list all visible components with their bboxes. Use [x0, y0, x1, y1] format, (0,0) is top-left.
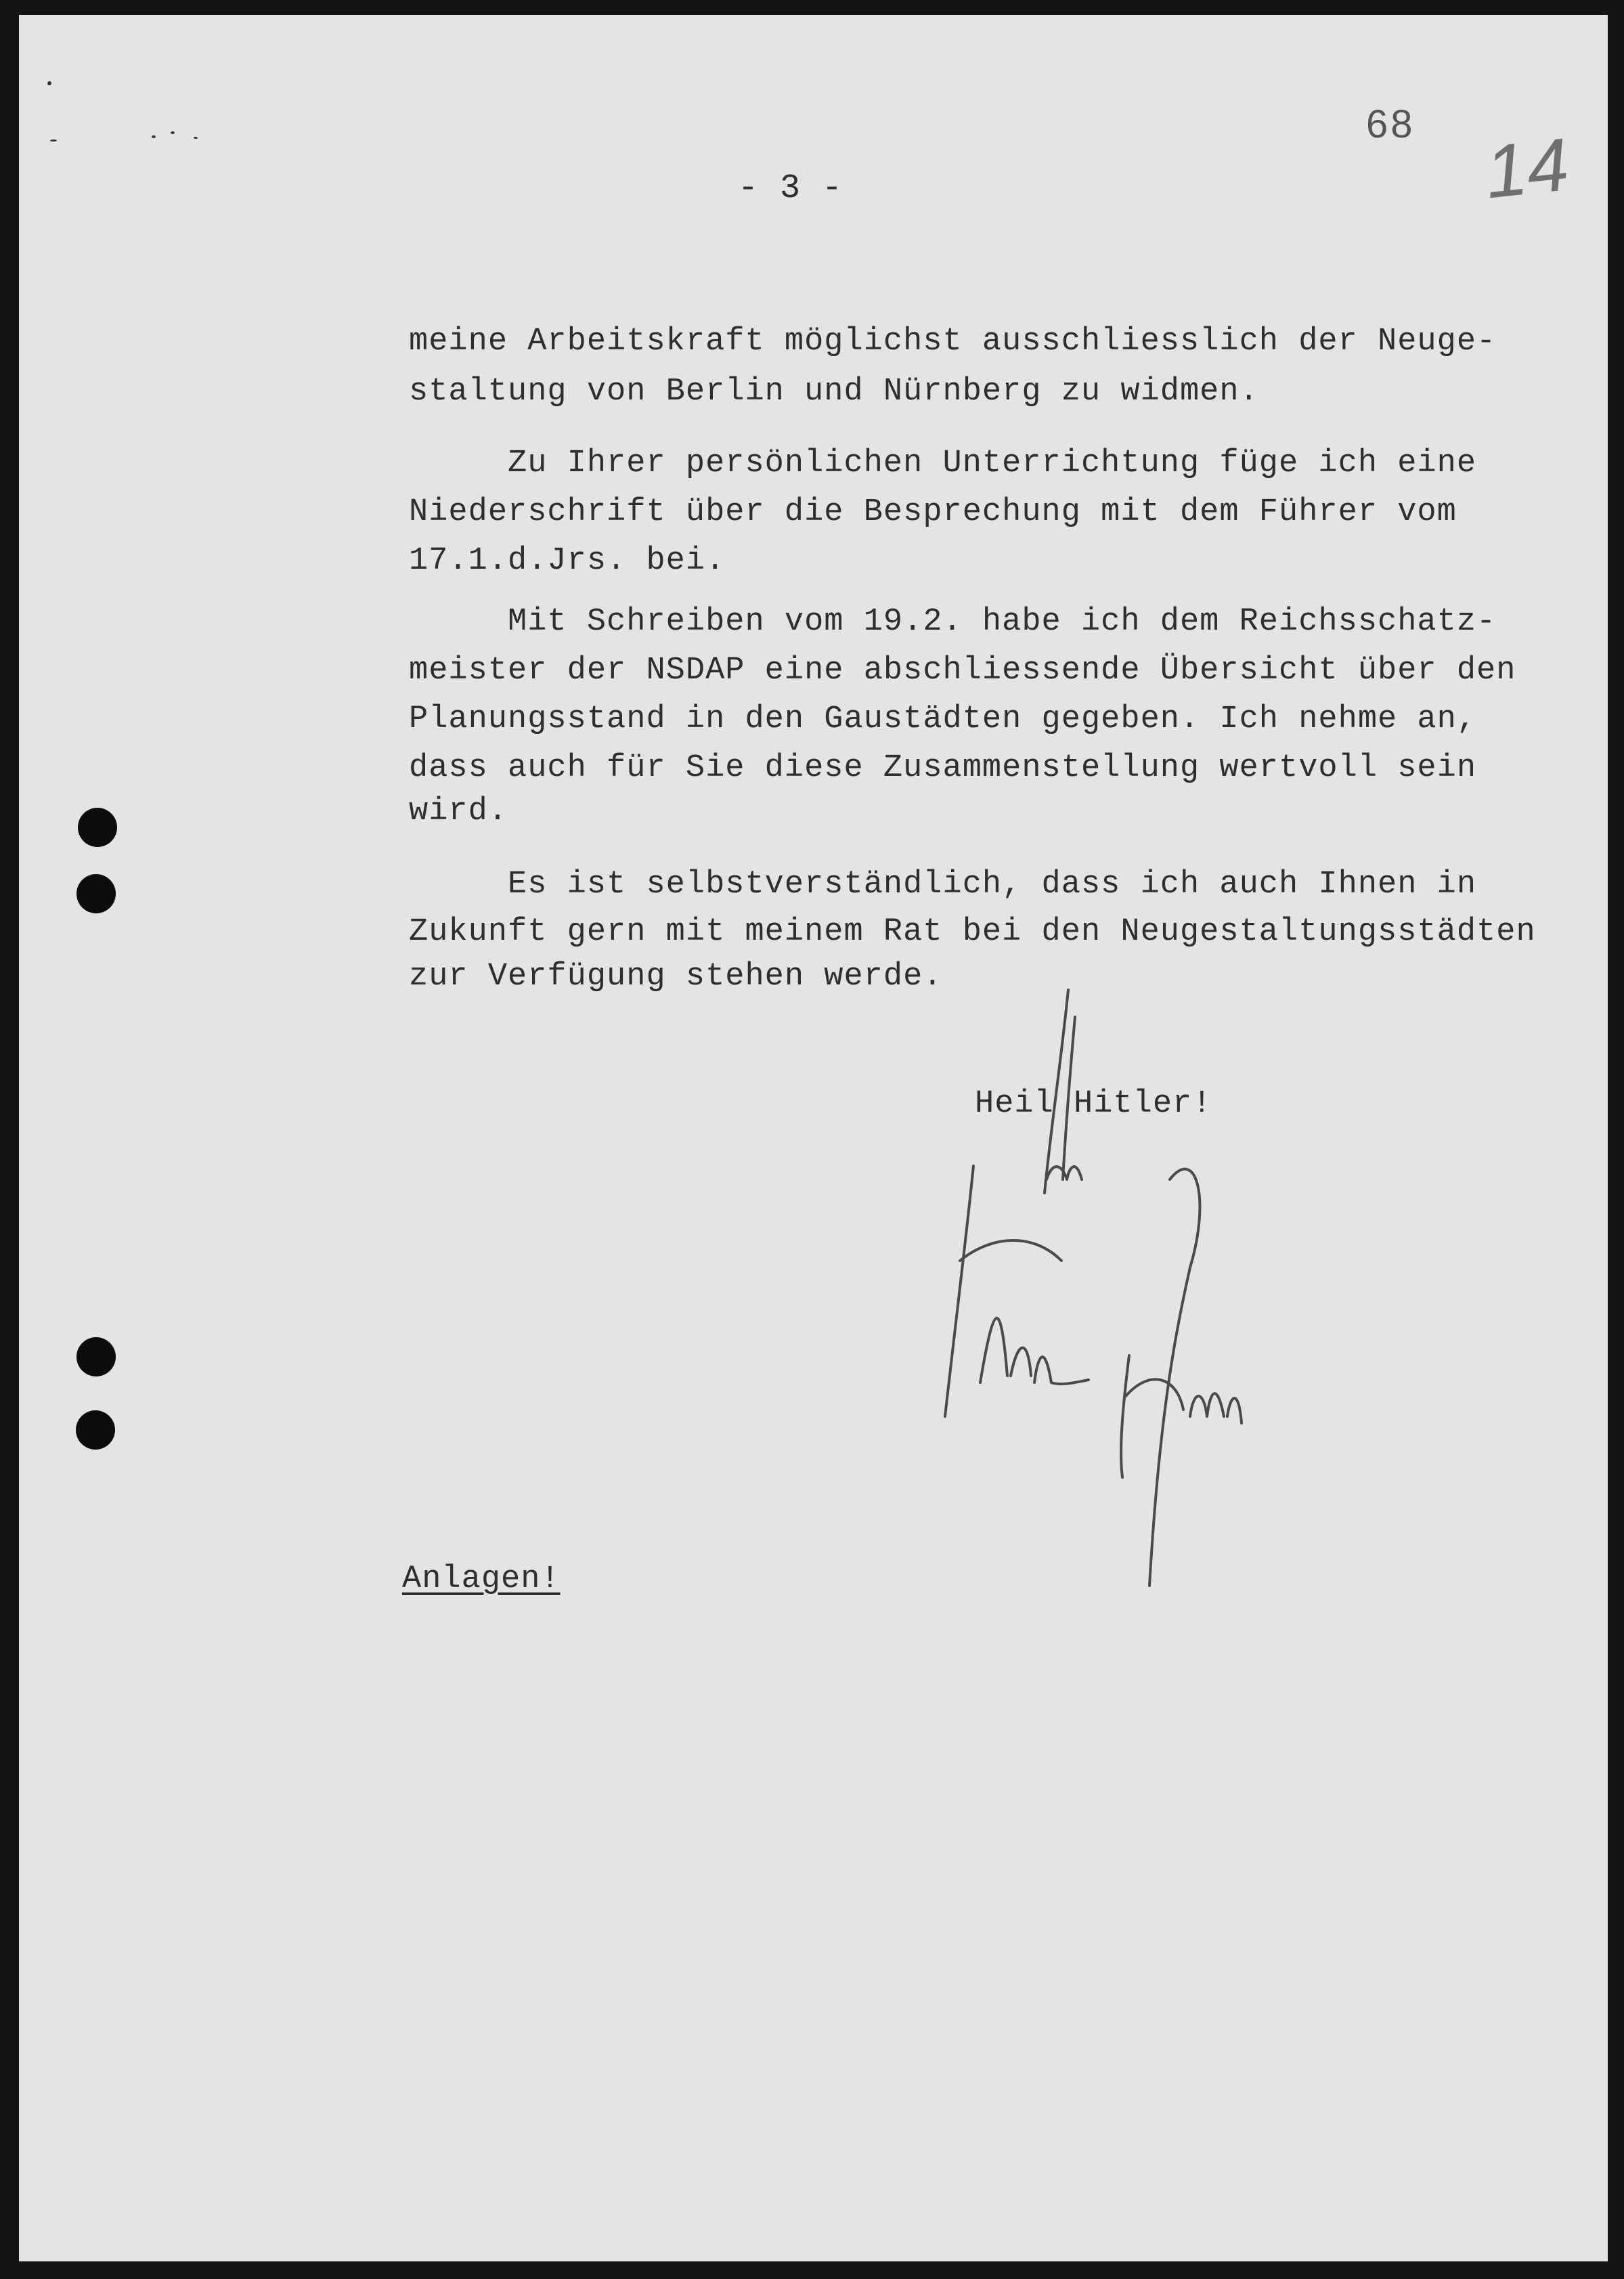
body-line: Mit Schreiben vom 19.2. habe ich dem Reichsschatz- — [409, 604, 1497, 640]
body-line: Zu Ihrer persönlichen Unterrichtung füge ich eine — [409, 446, 1477, 481]
ink-speck — [171, 131, 175, 134]
body-line: dass auch für Sie diese Zusammenstellung wertvoll sein — [409, 750, 1477, 786]
body-line: wird. — [409, 794, 508, 829]
handwritten-signature — [892, 976, 1244, 1599]
body-line: Zukunft gern mit meinem Rat bei den Neugestaltungsstädten — [409, 914, 1536, 950]
body-line: Planungsstand in den Gaustädten gegeben. Ich nehme an, — [409, 701, 1477, 737]
punch-hole — [78, 808, 117, 847]
body-line: meister der NSDAP eine abschliessende Übersicht über den — [409, 653, 1516, 689]
punch-hole — [76, 1410, 115, 1450]
archive-page-number: 68 — [1366, 102, 1415, 146]
page-number: - 3 - — [738, 169, 843, 208]
body-line: 17.1.d.Jrs. bei. — [409, 543, 726, 579]
ink-speck — [194, 137, 198, 139]
handwritten-folio-number: 14 — [1481, 123, 1573, 215]
body-line: Niederschrift über die Besprechung mit dem Führer vom — [409, 494, 1457, 530]
body-line: Es ist selbstverständlich, dass ich auch Ihnen in — [409, 867, 1477, 903]
ink-speck — [152, 135, 156, 138]
ink-speck — [47, 81, 51, 85]
ink-speck — [50, 139, 57, 142]
closing-salutation: Heil Hitler! — [975, 1086, 1212, 1122]
document-page — [19, 15, 1608, 2261]
body-line: meine Arbeitskraft möglichst ausschliesslich der Neuge- — [409, 324, 1497, 360]
body-line: staltung von Berlin und Nürnberg zu widmen. — [409, 374, 1259, 410]
body-line: zur Verfügung stehen werde. — [409, 959, 943, 995]
enclosures-label: Anlagen! — [402, 1561, 561, 1597]
punch-hole — [76, 1337, 116, 1376]
punch-hole — [76, 874, 116, 913]
